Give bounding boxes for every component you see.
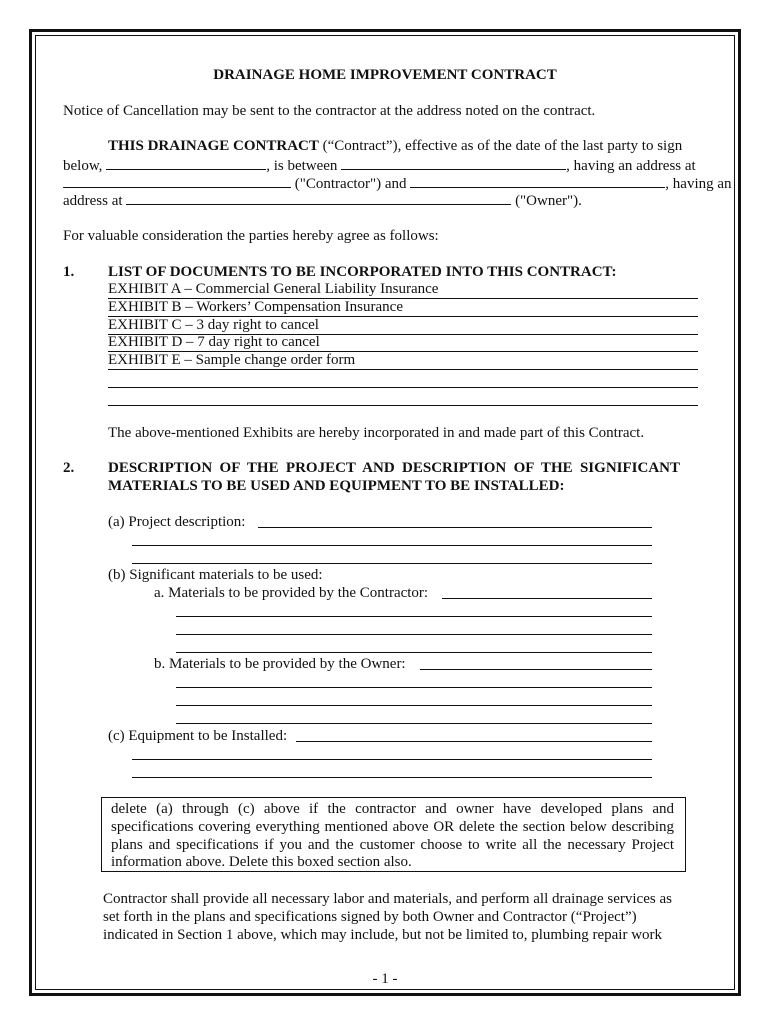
document-title: DRAINAGE HOME IMPROVEMENT CONTRACT bbox=[213, 67, 557, 83]
cancellation-notice: Notice of Cancellation may be sent to the contractor at the address noted on the contract. bbox=[63, 103, 596, 119]
contractor-name-blank[interactable] bbox=[341, 155, 566, 170]
date-blank[interactable] bbox=[106, 155, 266, 170]
contractor-materials-label: a. Materials to be provided by the Contractor: bbox=[154, 585, 429, 601]
contractor-address-blank[interactable] bbox=[63, 173, 291, 188]
project-description-blank[interactable] bbox=[132, 563, 652, 564]
is-between-label: , is between bbox=[266, 158, 338, 174]
equipment-blank[interactable] bbox=[132, 777, 652, 778]
owner-materials-blank[interactable] bbox=[176, 705, 652, 706]
exhibit-a-line[interactable]: EXHIBIT A – Commercial General Liability Insurance bbox=[108, 281, 698, 299]
exhibits-incorporated-text: The above-mentioned Exhibits are hereby incorporated in and made part of this Contract. bbox=[108, 425, 645, 441]
page-number: - 1 - bbox=[372, 971, 398, 987]
section-1-heading: LIST OF DOCUMENTS TO BE INCORPORATED INTO THIS CONTRACT: bbox=[108, 264, 617, 280]
contractor-label: ("Contractor") and bbox=[291, 176, 407, 192]
boxed-note-line-1: delete (a) through (c) above if the contractor and owner have developed plans and bbox=[111, 801, 674, 817]
intro-lead: THIS DRAINAGE CONTRACT bbox=[108, 138, 319, 154]
owner-materials-label: b. Materials to be provided by the Owner: bbox=[154, 656, 406, 672]
having-an-label: , having an bbox=[665, 176, 732, 192]
project-description-blank[interactable] bbox=[132, 545, 652, 546]
owner-label: ("Owner"). bbox=[511, 193, 582, 209]
intro-line-4 bbox=[63, 190, 582, 210]
boxed-instruction-note bbox=[101, 797, 686, 872]
owner-materials-blank[interactable] bbox=[176, 687, 652, 688]
closing-line-3: indicated in Section 1 above, which may include, but not be limited to, plumbing repair work bbox=[103, 927, 663, 943]
project-description-label: (a) Project description: bbox=[108, 514, 246, 530]
owner-address-blank[interactable] bbox=[126, 190, 511, 205]
exhibit-blank-line[interactable] bbox=[108, 388, 698, 406]
closing-line-2: set forth in the plans and specifications signed by both Owner and Contractor (“Project”) bbox=[103, 909, 637, 925]
contractor-materials-blank[interactable] bbox=[176, 616, 652, 617]
closing-line-1: Contractor shall provide all necessary labor and materials, and perform all drainage services as bbox=[103, 891, 672, 907]
exhibit-d-line[interactable]: EXHIBIT D – 7 day right to cancel bbox=[108, 334, 698, 352]
having-address-label: , having an address at bbox=[566, 158, 696, 174]
exhibit-c-line[interactable]: EXHIBIT C – 3 day right to cancel bbox=[108, 317, 698, 335]
owner-materials-blank[interactable] bbox=[176, 723, 652, 724]
address-at-label: address at bbox=[63, 193, 123, 209]
contractor-materials-blank[interactable] bbox=[442, 598, 652, 599]
below-label: below, bbox=[63, 158, 103, 174]
section-2-heading-line-1: DESCRIPTION OF THE PROJECT AND DESCRIPTION OF THE SIGNIFICANT bbox=[108, 460, 680, 476]
boxed-note-line-3: plans and specifications if you and the customer choose to write all the necessary Project bbox=[111, 837, 674, 853]
section-1-number: 1. bbox=[63, 264, 75, 280]
boxed-note-line-2: specifications covering everything mentioned above OR delete the section below describing bbox=[111, 819, 674, 835]
exhibit-b-line[interactable]: EXHIBIT B – Workers’ Compensation Insurance bbox=[108, 299, 698, 317]
consideration-text: For valuable consideration the parties hereby agree as follows: bbox=[63, 228, 439, 244]
intro-line-1 bbox=[108, 137, 682, 155]
exhibit-blank-line[interactable] bbox=[108, 370, 698, 388]
project-description-blank[interactable] bbox=[258, 527, 652, 528]
owner-name-blank[interactable] bbox=[410, 173, 665, 188]
exhibit-e-line[interactable]: EXHIBIT E – Sample change order form bbox=[108, 352, 698, 370]
section-2-heading-line-2: MATERIALS TO BE USED AND EQUIPMENT TO BE INSTALLED: bbox=[108, 478, 565, 494]
intro-line-2 bbox=[63, 155, 696, 175]
contractor-materials-blank[interactable] bbox=[176, 634, 652, 635]
significant-materials-label: (b) Significant materials to be used: bbox=[108, 567, 323, 583]
intro-lead-rest: (“Contract”), effective as of the date of the last party to sign bbox=[318, 138, 683, 154]
equipment-blank[interactable] bbox=[132, 759, 652, 760]
equipment-label: (c) Equipment to be Installed: bbox=[108, 728, 288, 744]
equipment-blank[interactable] bbox=[296, 741, 652, 742]
boxed-note-line-4: information above. Delete this boxed section also. bbox=[111, 854, 412, 870]
contractor-materials-blank[interactable] bbox=[176, 652, 652, 653]
section-2-number: 2. bbox=[63, 460, 75, 476]
owner-materials-blank[interactable] bbox=[420, 669, 652, 670]
